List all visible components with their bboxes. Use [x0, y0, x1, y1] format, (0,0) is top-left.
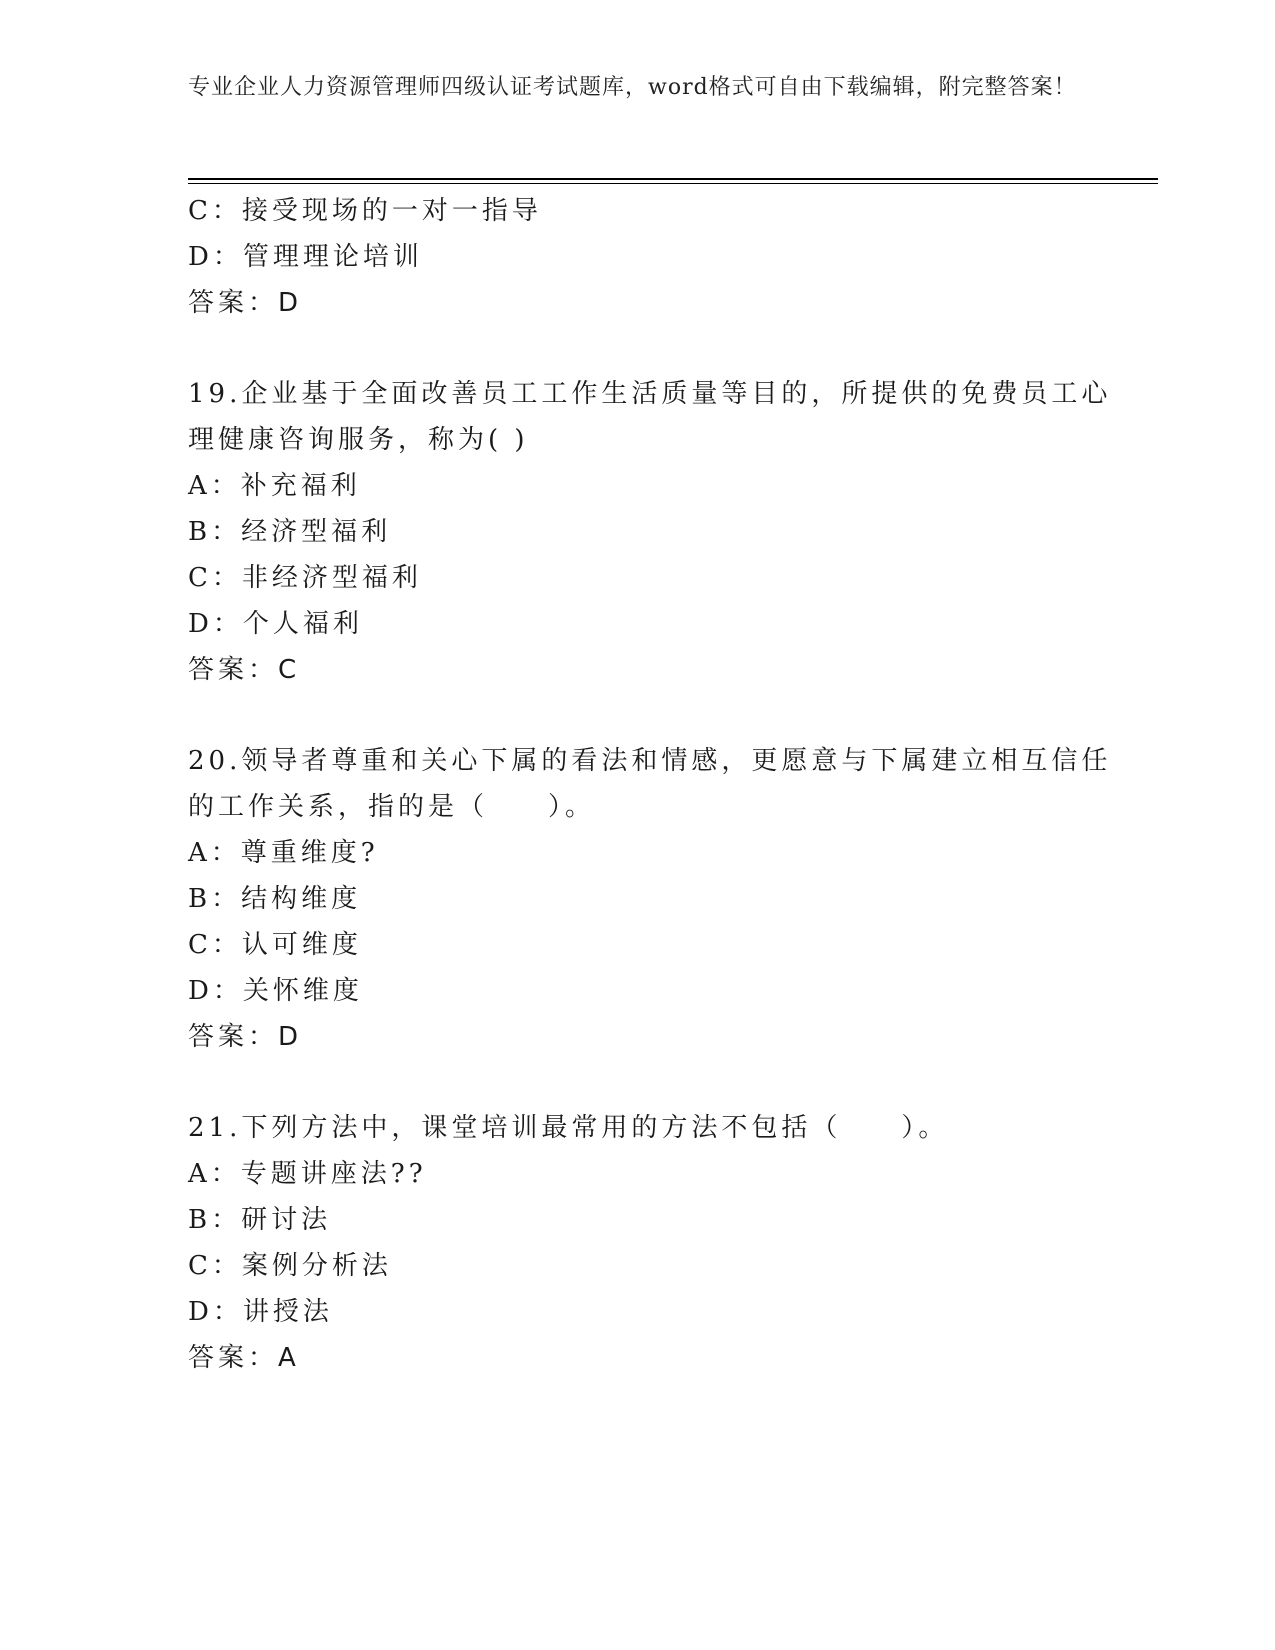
header-rule-thin: [188, 183, 1158, 184]
header-rule-thick: [188, 178, 1158, 180]
option-b: B：结构维度: [188, 884, 362, 914]
question-19-stem-line-2: 理健康咨询服务，称为( ): [188, 425, 529, 455]
answer-line: 答案：A: [188, 1343, 300, 1373]
question-19-stem-line-1: 19.企业基于全面改善员工工作生活质量等目的，所提供的免费员工心: [188, 379, 1112, 409]
answer-line: 答案：C: [188, 655, 301, 685]
option-d: D：关怀维度: [188, 976, 363, 1006]
option-a: A：补充福利: [188, 471, 361, 501]
question-20-stem-line-1: 20.领导者尊重和关心下属的看法和情感，更愿意与下属建立相互信任: [188, 746, 1112, 776]
option-d: D：个人福利: [188, 609, 363, 639]
option-a: A：尊重维度?: [188, 838, 379, 868]
option-d: D：管理理论培训: [188, 242, 423, 272]
answer-line: 答案：D: [188, 1022, 303, 1052]
question-20-stem-line-2: 的工作关系，指的是（ ）。: [188, 792, 596, 822]
option-a: A：专题讲座法??: [188, 1159, 427, 1189]
option-b: B：经济型福利: [188, 517, 392, 547]
document-header: 专业企业人力资源管理师四级认证考试题库，word格式可自由下载编辑，附完整答案！: [188, 75, 1077, 100]
option-c: C：接受现场的一对一指导: [188, 196, 542, 226]
question-content: [188, 188, 1112, 1381]
answer-line: 答案：D: [188, 288, 303, 318]
option-d: D：讲授法: [188, 1297, 333, 1327]
option-c: C：非经济型福利: [188, 563, 422, 593]
option-b: B：研讨法: [188, 1205, 332, 1235]
question-21-stem: 21.下列方法中，课堂培训最常用的方法不包括（ ）。: [188, 1113, 949, 1143]
option-c: C：案例分析法: [188, 1251, 392, 1281]
option-c: C：认可维度: [188, 930, 362, 960]
